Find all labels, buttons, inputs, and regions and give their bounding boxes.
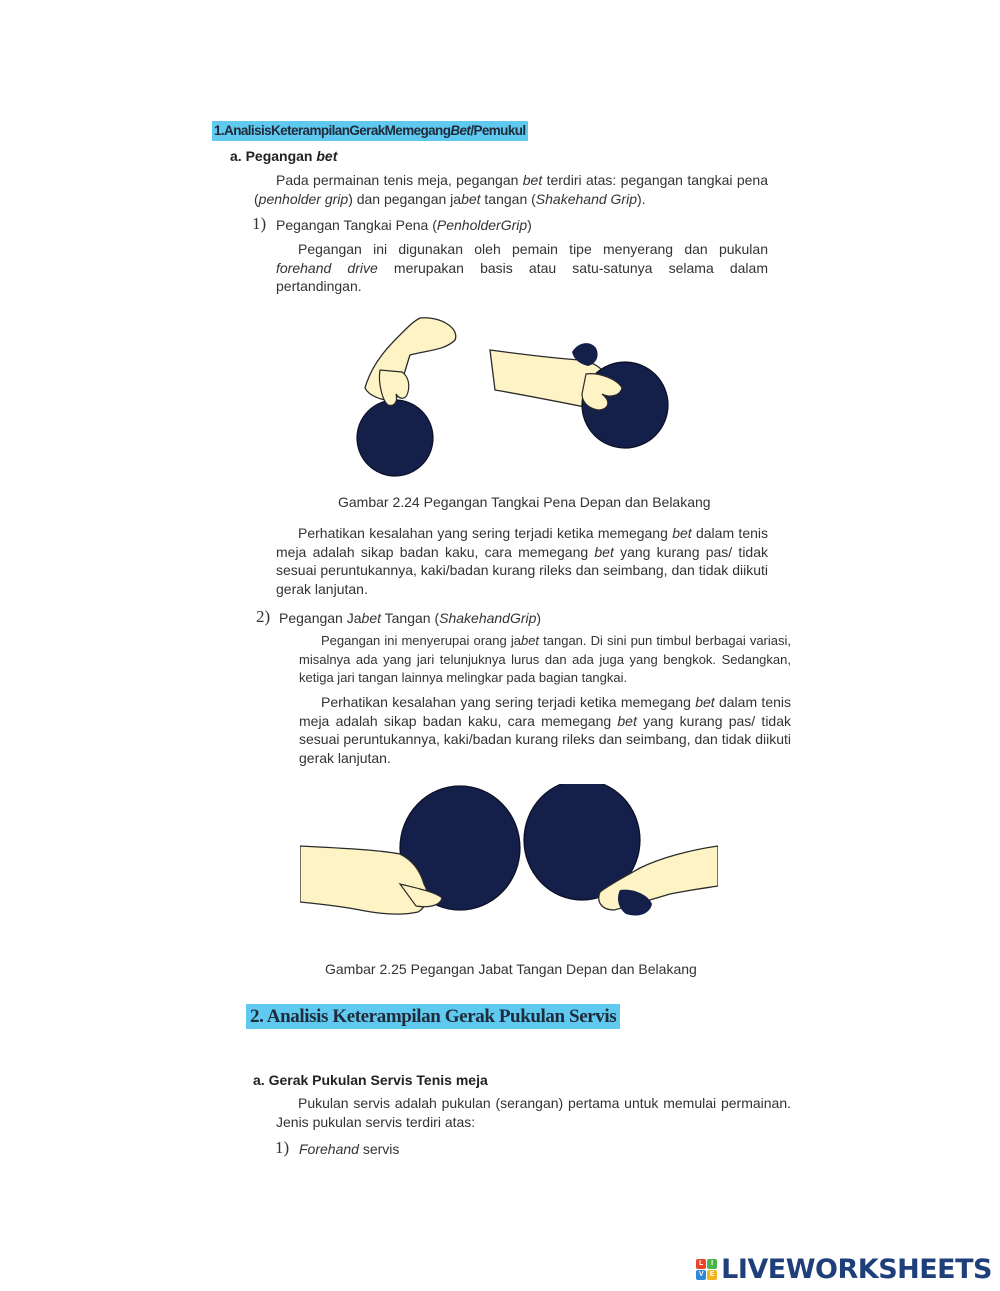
sub-heading-pegangan-bet: a. Pegangan bet bbox=[230, 148, 338, 164]
servis-item-1-number: 1) bbox=[275, 1138, 290, 1157]
servis-paragraph: Pukulan servis adalah pukulan (serangan) pertama untuk memulai permainan. Jenis pukulan servis terdiri atas: bbox=[276, 1095, 791, 1130]
penholder-front-illustration bbox=[357, 318, 456, 476]
shakehand-back-illustration bbox=[524, 784, 718, 916]
section-1-heading: 1.AnalisisKeterampilanGerakMemegangBet/Pemukul bbox=[212, 121, 528, 141]
shakehand-front-illustration bbox=[300, 786, 520, 914]
section-2-heading: 2. Analisis Keterampilan Gerak Pukulan Servis bbox=[246, 1004, 620, 1029]
front-arm bbox=[365, 318, 456, 402]
front-fingers bbox=[379, 370, 408, 405]
item-1-title: Pegangan Tangkai Pena (PenholderGrip) bbox=[276, 217, 532, 233]
figure-2-25-caption: Gambar 2.25 Pegangan Jabat Tangan Depan dan Belakang bbox=[325, 961, 697, 977]
shakehand-grip-figure bbox=[300, 784, 718, 934]
item-1-note: Perhatikan kesalahan yang sering terjadi ketika memegang bet dalam tenis meja adalah sikap badan kaku, cara memegang bet yang kurang pas/ tidak sesuai peruntukannya, kaki/badan kurang rileks dan seimbang, dan tidak diikuti gerak lanjutan. bbox=[276, 525, 769, 597]
front-paddle bbox=[357, 400, 433, 476]
penholder-grip-figure bbox=[350, 310, 680, 480]
servis-item-1-title: Forehand servis bbox=[299, 1141, 400, 1157]
item-2-number: 2) bbox=[256, 607, 271, 626]
item-2-title: Pegangan Jabet Tangan (ShakehandGrip) bbox=[279, 610, 542, 626]
liveworksheets-logo bbox=[696, 1254, 992, 1285]
figure-2-24-caption: Gambar 2.24 Pegangan Tangkai Pena Depan dan Belakang bbox=[338, 494, 711, 510]
item-1-number: 1) bbox=[252, 214, 267, 233]
logo-blocks-icon: L I V E bbox=[696, 1259, 717, 1280]
logo-text: LIVEWORKSHEETS bbox=[721, 1254, 992, 1285]
item-1-description: Pegangan ini digunakan oleh pemain tipe menyerang dan pukulan forehand drive merupakan basis atau satu-satunya selama dalam pertandingan. bbox=[276, 241, 768, 294]
item-2-note: Perhatikan kesalahan yang sering terjadi ketika memegang bet dalam tenis meja adalah sikap badan kaku, cara memegang bet yang kurang pas/ tidak sesuai peruntukannya, kaki/badan kurang rileks dan seimbang, dan tidak diikuti gerak lanjutan. bbox=[299, 694, 792, 766]
intro-paragraph: Pada permainan tenis meja, pegangan bet terdiri atas: pegangan tangkai pena (penholder grip) dan pegangan jabet tangan (Shakehand Grip). bbox=[254, 172, 768, 207]
item-2-description: Pegangan ini menyerupai orang jabet tangan. Di sini pun timbul berbagai variasi, misalnya ada yang jari telunjuknya lurus dan ada juga yang bengkok. Sedangkan, ketiga jari tangan lainnya melingkar pada bagian tangkai. bbox=[299, 633, 791, 685]
penholder-back-illustration bbox=[490, 343, 668, 448]
sub-heading-gerak-pukulan-servis: a. Gerak Pukulan Servis Tenis meja bbox=[253, 1072, 488, 1088]
